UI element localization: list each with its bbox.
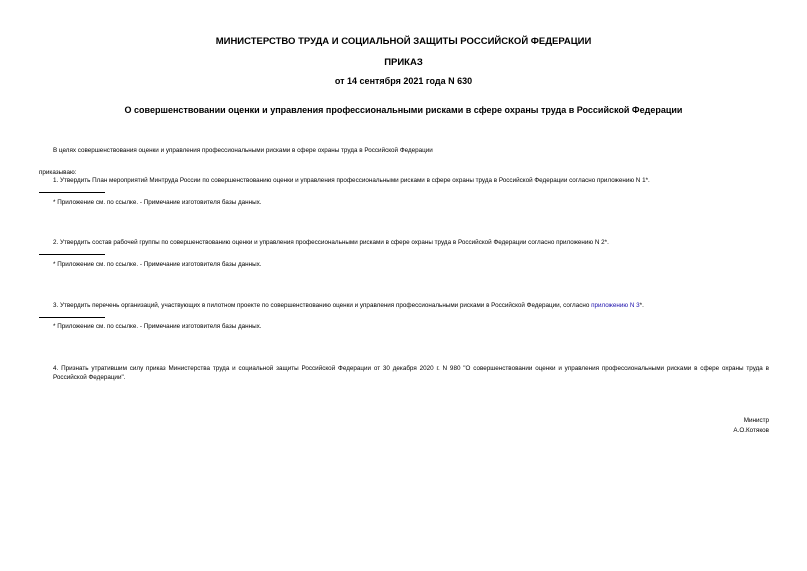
footnote-separator-2 [39,254,105,255]
footnote-2: * Приложение см. по ссылке. - Примечание изготовителя базы данных. [53,261,262,268]
ministry-heading: МИНИСТЕРСТВО ТРУДА И СОЦИАЛЬНОЙ ЗАЩИТЫ РОССИЙСКОЙ ФЕДЕРАЦИИ [215,36,592,47]
item-3-tail: *. [639,302,644,309]
item-1-paragraph: 1. Утвердить План мероприятий Минтруда России по совершенствованию оценки и управления профессиональными рисками в сфере охраны труда в Российской Федерации согласно приложению N 1*. [53,177,650,184]
document-type-heading: ПРИКАЗ [384,57,423,68]
footnote-separator-3 [39,317,105,318]
footnote-3: * Приложение см. по ссылке. - Примечание изготовителя базы данных. [53,323,262,330]
signature-position: Министр [743,417,769,424]
preamble-paragraph: В целях совершенствования оценки и управления профессиональными рисками в сфере охраны труда в Российской Федерации [53,147,433,154]
document-title: О совершенствовании оценки и управления профессиональными рисками в сфере охраны труда в Российской Федерации [124,105,683,115]
item-3-paragraph [39,301,783,310]
appendix-3-link[interactable]: приложению N 3 [591,302,640,309]
item-2-paragraph: 2. Утвердить состав рабочей группы по совершенствованию оценки и управления профессиональными рисками в сфере охраны труда в Российской Федерации согласно приложению N 2*. [53,239,609,246]
item-4-paragraph: 4. Признать утратившим силу приказ Министерства труда и социальной защиты Российской Федерации от 30 декабря 2020 г. N 980 "О совершенствовании оценки и управления профессиональными рисками в сфере охраны труда в Российской Федерации". [53,365,769,381]
document-date-number: от 14 сентября 2021 года N 630 [334,76,473,86]
footnote-separator-1 [39,192,105,193]
footnote-1: * Приложение см. по ссылке. - Примечание изготовителя базы данных. [53,199,262,206]
item-3-text: 3. Утвердить перечень организаций, участвующих в пилотном проекте по совершенствованию оценки и управления профессиональными рисками в Российской Федерации, согласно [53,302,592,309]
signature-name: А.О.Котяков [733,427,769,434]
order-word: приказываю: [39,169,77,176]
